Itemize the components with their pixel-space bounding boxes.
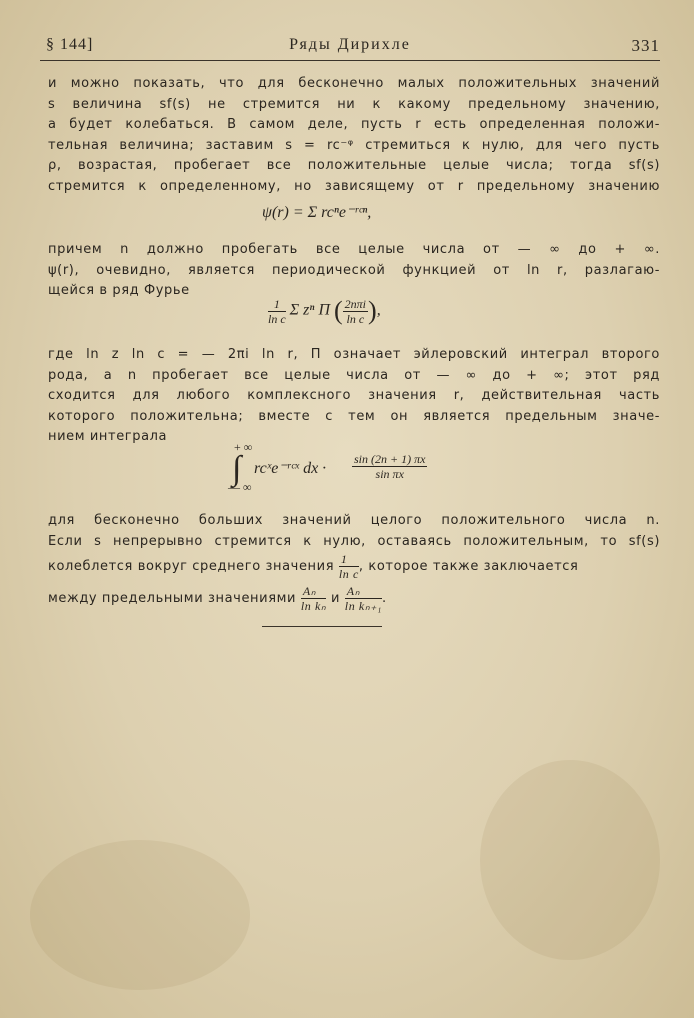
- header-rule: [40, 60, 660, 61]
- fraction: $\frac{1}{\text{ln c}}$: [268, 296, 286, 326]
- text-line: s величина sf(s) не стремится ни к какому предельному значению,: [48, 96, 660, 112]
- formula-integral: [228, 440, 488, 500]
- integral-sign: ∫: [232, 450, 242, 487]
- text-line: для бесконечно больших значений целого положительного числа n.: [48, 513, 660, 528]
- text-line: между предельными значениями $\frac{\text{Aₙ}}{\text{ln kₙ}}$ и $\frac{\text{Aₙ}}{\text{ln kₙ₊₁}}$ .: [48, 584, 387, 613]
- text-line: щейся в ряд Фурье: [48, 283, 190, 298]
- integral-lower-limit: — ∞: [228, 480, 252, 494]
- paragraph-4-oscillation: [48, 552, 660, 581]
- section-number: § 144]: [46, 36, 94, 53]
- text-line: а будет колебаться. В самом деле, пусть r есть определенная положи-: [48, 117, 660, 132]
- text-line: где ln z ln c = — 2πi ln r, Π означает эйлеровский интеграл второго: [48, 347, 660, 362]
- formula-fourier: $\frac{1}{\text{ln c}}$ Σ zⁿ Π ( $\frac{\text{2nπi}}{\text{ln c}}$ ),: [268, 296, 381, 326]
- formula-psi: ψ(r) = Σ rcⁿe⁻ʳᶜⁿ,: [262, 204, 372, 221]
- fraction: $\frac{\text{Aₙ}}{\text{ln kₙ}}$: [300, 584, 327, 613]
- page-number: 331: [631, 36, 660, 55]
- paragraph-2: [48, 240, 660, 302]
- integrand: rcˣe⁻ʳᶜˣ dx ·: [254, 460, 327, 477]
- running-header: [40, 36, 660, 58]
- end-rule: [262, 626, 382, 627]
- text-line: и можно показать, что для бесконечно малых положительных значений: [48, 76, 660, 91]
- text-line: рода, а n пробегает все целые числа от — ∞ до + ∞; этот ряд: [48, 367, 660, 383]
- fraction: $\frac{\sin (2n + 1) \pi x}{\text{sin πx}}$: [354, 452, 426, 481]
- text-line: сходится для любого комплексного значения r, действительная часть: [48, 388, 660, 403]
- text-line: ρ, возрастая, пробегает все положительные целые числа; тогда sf(s): [48, 158, 660, 173]
- paragraph-4-limits: [48, 584, 660, 613]
- paper-stain: [480, 760, 660, 960]
- text-line: которого положительна; вместе с тем он является предельным значе-: [48, 408, 660, 424]
- paper-stain: [30, 840, 250, 990]
- fourier-sum: Σ zⁿ Π: [289, 301, 330, 319]
- integral-upper-limit: + ∞: [234, 440, 253, 454]
- text-line: стремится к определенному, но зависящему от r предельному значению: [48, 178, 660, 194]
- fraction: $\frac{\text{Aₙ}}{\text{ln kₙ₊₁}}$: [344, 584, 382, 613]
- page-header-title: Ряды Дирихле: [289, 36, 411, 53]
- fraction: $\frac{1}{\text{ln c}}$: [338, 552, 359, 581]
- paragraph-1: [48, 74, 660, 197]
- text-line: колеблется вокруг среднего значения $\frac{1}{\text{ln c}}$ , которое также заключается: [48, 552, 579, 581]
- gamma-argument: $\frac{\text{2nπi}}{\text{ln c}}$: [344, 296, 367, 326]
- paragraph-4: [48, 511, 660, 552]
- text-line: причем n должно пробегать все целые числа от — ∞ до + ∞.: [48, 242, 660, 257]
- paragraph-3: [48, 345, 660, 448]
- text-line: тельная величина; заставим s = rc⁻ᵠ стремиться к нулю, для чего пусть: [48, 137, 660, 153]
- text-line: Если s непрерывно стремится к нулю, оставаясь положительным, то sf(s): [48, 533, 660, 549]
- text-line: ψ(r), очевидно, является периодической функцией от ln r, разлагаю-: [48, 262, 660, 278]
- text-line: нием интеграла: [48, 429, 168, 444]
